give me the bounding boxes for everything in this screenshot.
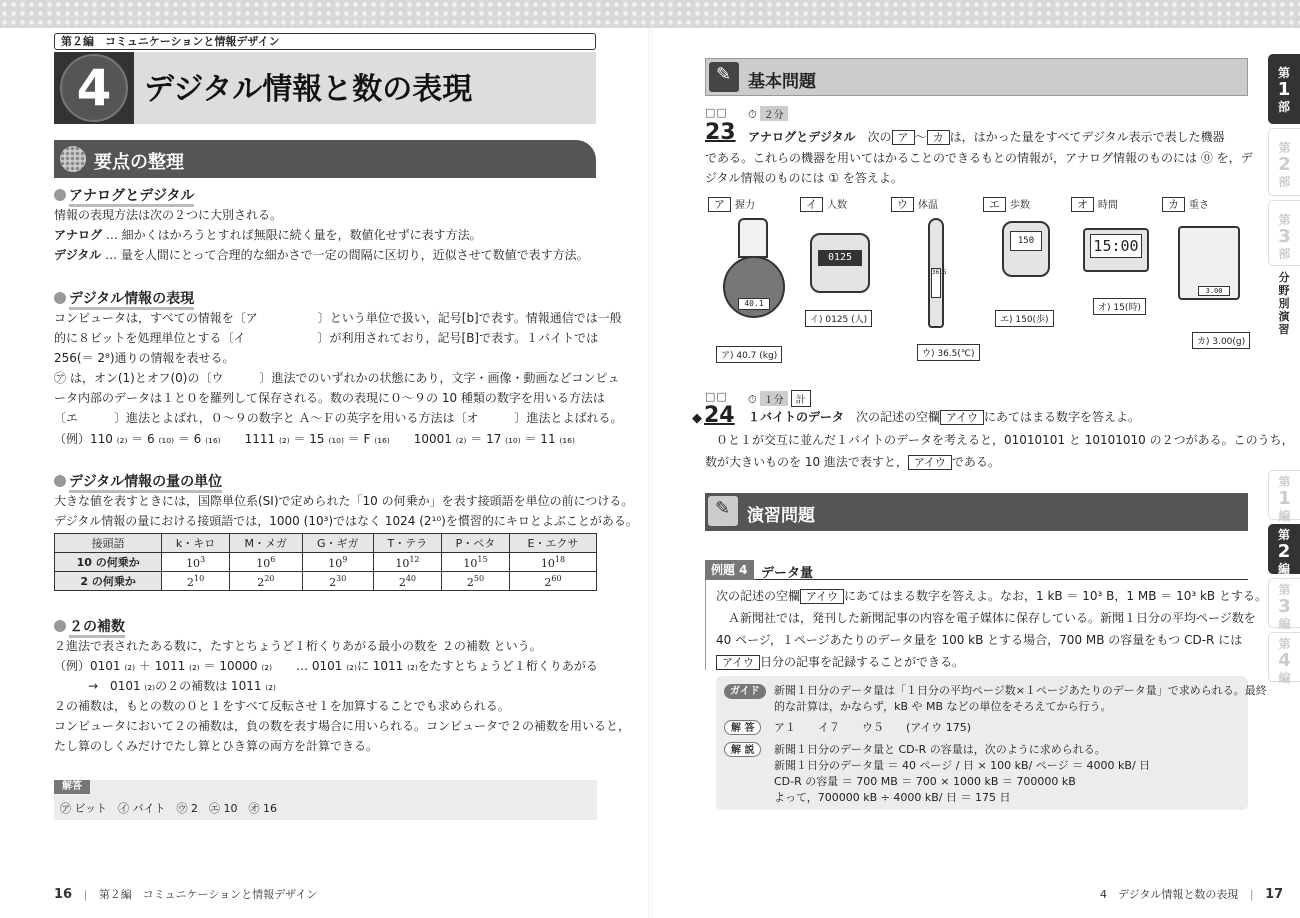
example-name: データ量: [761, 566, 814, 581]
problem-text: ジタル情報のものには ① を答えよ。: [705, 171, 903, 185]
example-text: アイウ 日分の記事を記録することができる。: [716, 654, 1261, 670]
example-tag: 例題 4: [705, 560, 754, 580]
tab-part-3[interactable]: 第 3 部: [1268, 200, 1300, 266]
table-header-cell: E・エクサ: [510, 534, 597, 553]
problem-text: アナログとデジタル 次の ア ～ カ は，はかった量をすべてデジタル表示で表した機器: [748, 130, 1225, 144]
subheading-twos-complement: ２の補数: [54, 616, 125, 636]
example-text: Ａ新聞社では，発刊した新聞記事の内容を電子媒体に保存している。新聞１日分の平均ページ数を: [728, 611, 1256, 625]
problem-title: １バイトのデータ: [748, 410, 845, 424]
lcd-display: 3.00: [1198, 286, 1230, 296]
table-cell: $2^{20}$: [229, 572, 302, 591]
stopwatch-icon: ⏱: [748, 108, 757, 121]
example-text: 40 ページ，１ページあたりのデータ量を 100 kB とする場合，700 MB の容量をもつ CD-R には: [716, 633, 1243, 647]
row-label: 2 の何乗か: [55, 572, 162, 591]
chapter-number-block: [54, 52, 134, 124]
problem-number: 23: [705, 120, 736, 145]
tab-part-1[interactable]: 第 1 部: [1268, 54, 1300, 124]
chapter-header: [54, 52, 596, 124]
table-cell: $10^{15}$: [442, 553, 510, 572]
body-text: → 0101 ₍₂₎の２の補数は 1011 ₍₂₎: [88, 679, 276, 693]
basic-problems-header: [705, 58, 1248, 96]
vertical-section-label: 分野別演習: [1278, 271, 1290, 336]
top-dot-band: [0, 0, 1300, 28]
device-callout: ウ) 36.5(℃): [917, 344, 980, 361]
explain-text: CD-R の容量 ＝ 700 MB ＝ 700 × 1000 kB ＝ 700000 kB: [774, 775, 1076, 788]
device-callout: カ) 3.00(g): [1192, 332, 1250, 349]
body-text: ータ内部のデータは１と０を羅列して保存される。数の表現に０～９の 10 種類の数字を用いる方法は: [54, 391, 605, 405]
body-text: デジタル情報の量における接頭語では，1000 (10³)ではなく 1024 (2¹⁰)を慣習的にキロとよぶことがある。: [54, 514, 638, 528]
table-cell: $2^{50}$: [442, 572, 510, 591]
device-callout: イ) 0125 (人): [805, 310, 872, 327]
table-header-cell: 接頭語: [55, 534, 162, 553]
body-text: （例）0101 ₍₂₎ ＋ 1011 ₍₂₎ ＝ 10000 ₍₂₎ … 0101 ₍₂₎に 1011 ₍₂₎をたすとちょうど１桁くりあがる: [54, 659, 598, 673]
body-text: （例）110 ₍₂₎ ＝ 6 ₍₁₀₎ ＝ 6 ₍₁₆₎ 1111 ₍₂₎ ＝ 15 ₍₁₀₎ ＝ F ₍₁₆₎ 10001 ₍₂₎ ＝ 17 ₍₁₀₎ ＝ 11 ₍₁₆₎: [54, 432, 575, 446]
explain-text: 新聞１日分のデータ量 ＝ 40 ページ / 日 × 100 kB/ ページ ＝ 4000 kB/ 日: [774, 759, 1151, 772]
body-text: 的に８ビットを処理単位とする〔イ 〕が利用されており，記号[B]で表す。１バイトでは: [54, 331, 599, 345]
table-cell: $10^3$: [162, 553, 230, 572]
dotted-ball-icon: [60, 146, 86, 172]
table-row: [55, 553, 597, 572]
lcd-display: 36.5: [931, 268, 941, 298]
table-cell: $10^6$: [229, 553, 302, 572]
answer-text: ㋐ ビット ㋑ バイト ㋒ 2 ㋓ 10 ㋔ 16: [60, 802, 278, 815]
explain-text: よって，700000 kB ÷ 4000 kB/ 日 ＝ 175 日: [774, 791, 1011, 804]
table-cell: $10^9$: [302, 553, 373, 572]
problem-text: 数が大きいものを 10 進法で表すと， アイウ である。: [705, 455, 1000, 469]
lcd-display: 15:00: [1090, 234, 1142, 258]
footer-left: 16 | 第２編 コミュニケーションと情報デザイン: [54, 887, 318, 902]
body-text: ２進法で表されたある数に，たすとちょうど１桁くりあがる最小の数を ２の補数 という。: [54, 639, 542, 653]
chapter-number: 4: [76, 59, 112, 117]
body-text: デジタル … 量を人間にとって合理的な細かさで一定の間隔に区切り，近似させて数値で表す方法。: [54, 248, 589, 262]
answer-box: [54, 780, 597, 820]
basic-header-text: 基本問題: [748, 72, 816, 92]
table-header-cell: M・メガ: [229, 534, 302, 553]
device-grip: ア 握力: [708, 196, 755, 212]
stopwatch-icon: ⏱: [748, 393, 757, 406]
exercise-header: [705, 493, 1248, 531]
prefix-table: [54, 533, 597, 591]
table-header-cell: k・キロ: [162, 534, 230, 553]
pencil-notebook-icon: [709, 62, 739, 92]
row-label: 10 の何乗か: [55, 553, 162, 572]
page-number: 17: [1265, 887, 1284, 902]
example-title: [705, 560, 1248, 580]
device-callout: エ) 150(歩): [995, 310, 1054, 327]
subheading-units: デジタル情報の量の単位: [54, 471, 222, 491]
footer-text: 第２編 コミュニケーションと情報デザイン: [98, 888, 318, 901]
point-header: [54, 140, 596, 178]
bullet-circle-icon: [54, 189, 66, 201]
timer: ⏱ １分 計: [748, 390, 811, 407]
body-text: たし算のしくみだけでたし算とひき算の両方を計算できる。: [54, 739, 379, 753]
subheading-digital-representation: デジタル情報の表現: [54, 288, 194, 308]
diamond-icon: ◆: [692, 411, 702, 426]
point-header-text: 要点の整理: [94, 152, 184, 173]
table-header-row: [55, 534, 597, 553]
device-pedometer: エ 歩数: [983, 196, 1030, 212]
problem-text: １バイトのデータ 次の記述の空欄 アイウ にあてはまる数字を答えよ。: [748, 410, 1141, 424]
bullet-circle-icon: [54, 292, 66, 304]
left-page: [0, 28, 650, 918]
guide-label: ガイド: [724, 684, 766, 699]
lcd-display: 40.1: [738, 298, 770, 310]
lcd-display: 0125: [818, 250, 862, 266]
device-callout: オ) 15(時): [1093, 298, 1146, 315]
problem-text: である。これらの機器を用いてはかることのできるもとの情報が，アナログ情報のものには ⓪ を，デ: [705, 151, 1253, 165]
body-text: ２の補数は，もとの数の０と１をすべて反転させ１を加算することでも求められる。: [54, 699, 510, 713]
body-text: ㋐ は，オン(1)とオフ(0)の〔ウ 〕進法でのいずれかの状態にあり，文字・画像・動画などコンピュ: [54, 371, 620, 385]
body-text: 〔エ 〕進法とよばれ，０～９の数字と Ａ～Ｆの英字を用いる方法は〔オ 〕進法とよばれる。: [54, 411, 623, 425]
footer-right: 4 デジタル情報と数の表現 | 17: [1100, 887, 1284, 902]
table-cell: $10^{12}$: [373, 553, 441, 572]
table-cell: $2^{10}$: [162, 572, 230, 591]
subheading-analog-digital: アナログとデジタル: [54, 185, 194, 205]
page-number: 16: [54, 887, 73, 902]
guide-text: 新聞１日分のデータ量は「１日分の平均ページ数×１ページあたりのデータ量」で求められる。最終: [774, 684, 1267, 697]
explain-text: 新聞１日分のデータ量と CD-R の容量は，次のように求められる。: [774, 743, 1106, 756]
device-callout: ア) 40.7 (kg): [716, 346, 782, 363]
table-cell: $10^{18}$: [510, 553, 597, 572]
table-row: [55, 572, 597, 591]
lcd-display: 150: [1010, 231, 1042, 251]
table-cell: $2^{40}$: [373, 572, 441, 591]
table-cell: $2^{60}$: [510, 572, 597, 591]
device-thermometer: ウ 体温: [891, 196, 938, 212]
guide-text: 的な計算は，かならず，kB や MB などの単位をそろえてから行う。: [774, 700, 1112, 713]
tab-edition-1[interactable]: 第 1 編: [1268, 470, 1300, 520]
device-scale: カ 重さ: [1162, 196, 1209, 212]
tab-edition-2[interactable]: 第 2 編: [1268, 524, 1300, 574]
body-text: 256(＝ 2⁸)通りの情報を表せる。: [54, 351, 235, 365]
tab-part-2[interactable]: 第 2 部: [1268, 128, 1300, 196]
device-clock: オ 時間: [1071, 196, 1118, 212]
table-header-cell: T・テラ: [373, 534, 441, 553]
body-text: コンピュータにおいて２の補数は，負の数を表す場合に用いられる。コンピュータで２の補数を用いると，: [54, 719, 631, 733]
tab-edition-3[interactable]: 第 3 編: [1268, 578, 1300, 628]
answer-label: 解答: [54, 780, 90, 794]
solution-box: [716, 676, 1267, 810]
checkbox-pair[interactable]: □□: [705, 106, 728, 119]
tab-edition-4[interactable]: 第 4 編: [1268, 632, 1300, 682]
answer-label: 解 答: [724, 720, 761, 735]
table-header-cell: G・ギガ: [302, 534, 373, 553]
bullet-circle-icon: [54, 475, 66, 487]
bullet-circle-icon: [54, 620, 66, 632]
body-text: アナログ … 細かくはかろうとすれば無限に続く量を，数値化せずに表す方法。: [54, 228, 482, 242]
body-text: コンピュータは，すべての情報を〔ア 〕という単位で扱い，記号[b]で表す。情報通信では一般: [54, 311, 622, 325]
checkbox-pair[interactable]: □□: [705, 390, 728, 403]
example-text: 次の記述の空欄 アイウ にあてはまる数字を答えよ。なお，1 kB ＝ 10³ B，1 MB ＝ 10³ kB とする。: [716, 589, 1267, 603]
body-text: 大きな値を表すときには，国際単位系(SI)で定められた「10 の何乗か」を表す接頭語を単位の前につける。: [54, 494, 634, 508]
timer: ⏱ ２分: [748, 106, 788, 122]
table-cell: $2^{30}$: [302, 572, 373, 591]
section-label: 第２編 コミュニケーションと情報デザイン: [54, 33, 596, 50]
problem-title: アナログとデジタル: [748, 130, 856, 144]
answer-text: ア１ イ７ ウ５ (アイウ 175): [774, 721, 972, 734]
pencil-notebook-icon: [708, 496, 738, 526]
chapter-title: デジタル情報と数の表現: [144, 72, 473, 107]
right-page: [650, 28, 1300, 918]
problem-number: ◆24: [692, 403, 735, 428]
device-counter: イ 人数: [800, 196, 847, 212]
footer-text: 4 デジタル情報と数の表現: [1100, 888, 1239, 901]
body-text: 情報の表現方法は次の２つに大別される。: [54, 208, 283, 222]
exercise-header-text: 演習問題: [747, 506, 815, 526]
table-header-cell: P・ペタ: [442, 534, 510, 553]
problem-text: ０と１が交互に並んだ１バイトのデータを考えると，01010101 と 10101010 の２つがある。このうち，: [716, 433, 1294, 447]
grip-hand-icon: [738, 218, 768, 258]
explain-label: 解 説: [724, 742, 761, 757]
